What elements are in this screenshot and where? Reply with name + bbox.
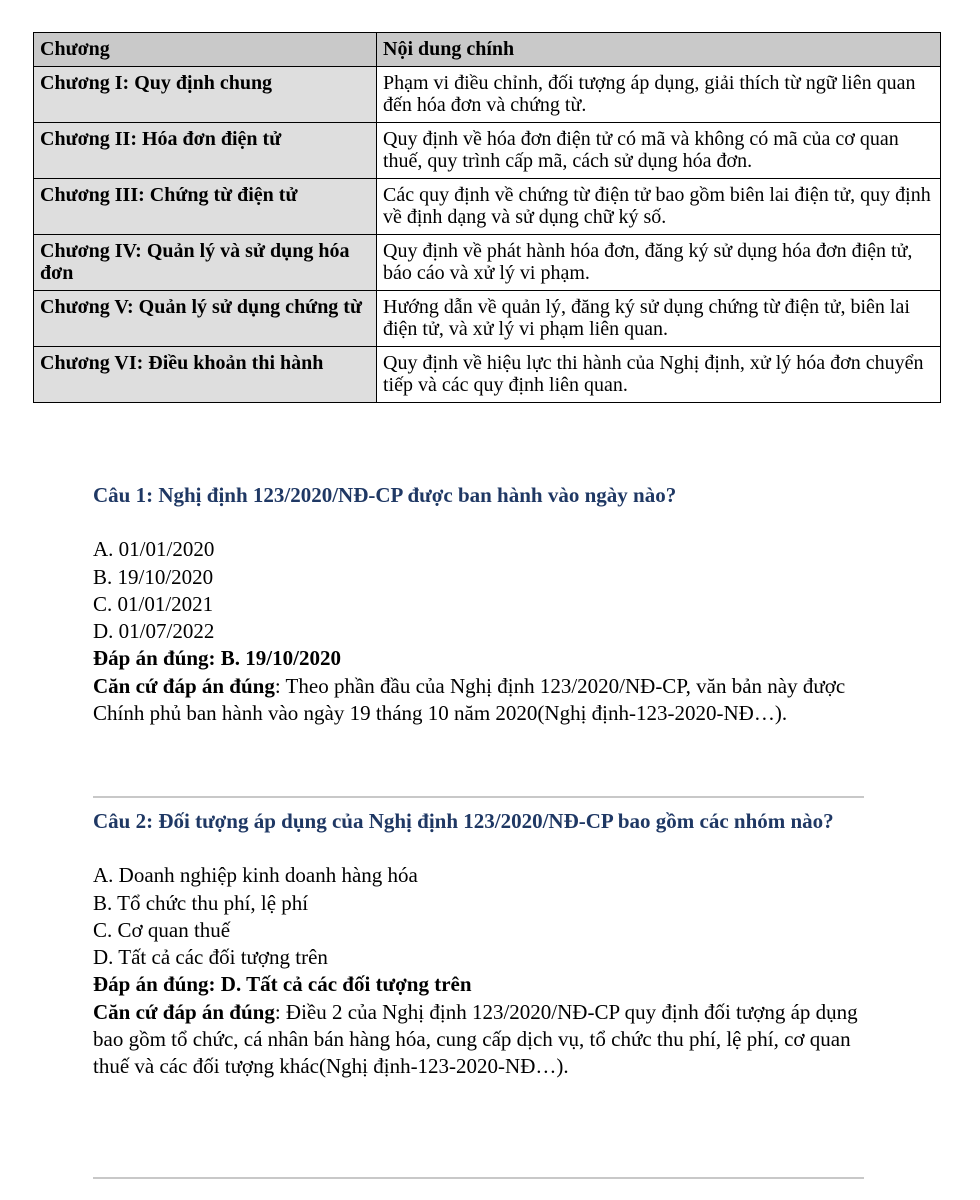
question-2-basis-label: Căn cứ đáp án đúng [93,999,275,1024]
table-header-row [34,33,941,67]
table-row [34,123,941,179]
question-1-title: Câu 1: Nghị định 123/2020/NĐ-CP được ban hành vào ngày nào? [93,483,677,507]
content-cell: Quy định về phát hành hóa đơn, đăng ký sử dụng hóa đơn điện tử, báo cáo và xử lý vi phạm. [377,235,941,291]
table-row [34,291,941,347]
table-row [34,235,941,291]
column-header-content: Nội dung chính [377,33,941,67]
question-2-answer: Đáp án đúng: D. Tất cả các đối tượng trên [93,972,472,997]
chapter-cell: Chương II: Hóa đơn điện tử [34,123,377,179]
question-1-basis-label: Căn cứ đáp án đúng [93,673,275,698]
question-1-option-b: B. 19/10/2020 [93,564,214,589]
question-1-basis-text: : Theo phần đầu của Nghị định 123/2020/NĐ-CP, văn bản này được Chính phủ ban hành vào ngày 19 tháng 10 năm 2020(Nghị định-123-2020-NĐ…). [93,673,846,726]
content-cell: Quy định về hiệu lực thi hành của Nghị định, xử lý hóa đơn chuyển tiếp và các quy định liên quan. [377,347,941,403]
question-1-option-c: C. 01/01/2021 [93,591,214,616]
chapter-cell: Chương III: Chứng từ điện tử [34,179,377,235]
content-cell: Phạm vi điều chỉnh, đối tượng áp dụng, giải thích từ ngữ liên quan đến hóa đơn và chứng từ. [377,67,941,123]
question-2-title: Câu 2: Đối tượng áp dụng của Nghị định 123/2020/NĐ-CP bao gồm các nhóm nào? [93,809,834,833]
content-cell: Quy định về hóa đơn điện tử có mã và không có mã của cơ quan thuế, quy trình cấp mã, cách sử dụng hóa đơn. [377,123,941,179]
question-1-basis [93,673,863,728]
question-2-option-c: C. Cơ quan thuế [93,917,231,942]
content-cell: Các quy định về chứng từ điện tử bao gồm biên lai điện tử, quy định về định dạng và sử dụng chữ ký số. [377,179,941,235]
chapter-cell: Chương IV: Quản lý và sử dụng hóa đơn [34,235,377,291]
question-2-basis-text: : Điều 2 của Nghị định 123/2020/NĐ-CP quy định đối tượng áp dụng bao gồm tổ chức, cá nhân bán hàng hóa, cung cấp dịch vụ, tổ chức thu phí, lệ phí, cơ quan thuế và các đối tượng khác(Nghị định-123-2020-NĐ…). [93,999,858,1079]
question-2-basis [93,999,863,1081]
chapter-cell: Chương VI: Điều khoản thi hành [34,347,377,403]
content-cell: Hướng dẫn về quản lý, đăng ký sử dụng chứng từ điện tử, biên lai điện tử, và xử lý vi phạm liên quan. [377,291,941,347]
table-row [34,67,941,123]
question-2-option-b: B. Tổ chức thu phí, lệ phí [93,890,309,915]
chapter-cell: Chương I: Quy định chung [34,67,377,123]
table-row [34,347,941,403]
question-1-option-a: A. 01/01/2020 [93,537,215,562]
question-1-answer: Đáp án đúng: B. 19/10/2020 [93,646,341,671]
chapter-cell: Chương V: Quản lý sử dụng chứng từ [34,291,377,347]
section-divider [93,796,864,798]
question-2-section [93,808,863,1081]
chapter-table [33,32,941,403]
section-divider [93,1177,864,1179]
table-row [34,179,941,235]
question-1-option-d: D. 01/07/2022 [93,619,215,644]
question-1-section [93,482,863,727]
question-2-option-a: A. Doanh nghiệp kinh doanh hàng hóa [93,863,418,888]
question-2-option-d: D. Tất cả các đối tượng trên [93,945,328,970]
column-header-chapter: Chương [34,33,377,67]
